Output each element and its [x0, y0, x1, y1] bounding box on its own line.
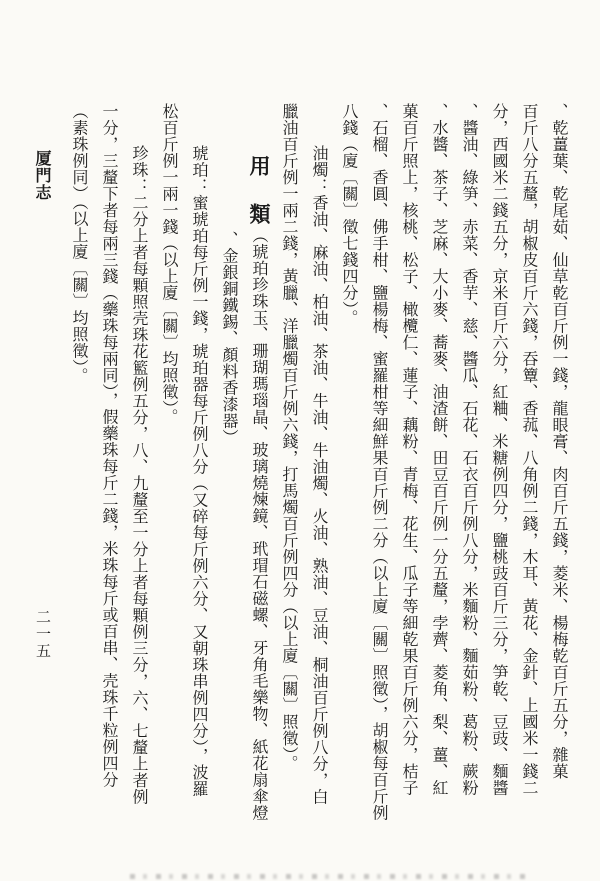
text-column: 百斤八分五釐，胡椒皮百斤六錢，吞簟、香菰、八角例二錢，木耳、黃花、金針、上國米一錢二	[520, 103, 539, 796]
book-title: 厦門志	[33, 150, 52, 201]
text-column: 、乾薑葉、乾尾茹、仙草乾百斤例一錢，龍眼膏、肉百斤五錢，菱米、楊梅乾百斤五分，雜菓	[550, 103, 569, 780]
text-column: 菓百斤照上，核桃、松子、橄欖仁、蓮子、藕粉、青梅、花生、瓜子等細乾果百斤例六分，桔子	[400, 103, 419, 796]
text-column: （素珠例同）（以上廈〔關〕均照徵）。	[70, 103, 89, 384]
text-column: 松百斤例一兩一錢（以上廈〔關〕均照徵）。	[160, 103, 179, 425]
text-column: 、石榴、香圓、佛手柑、鹽楊梅、蜜羅柑等細鮮果百斤例二分（以上廈〔關〕照徵），胡椒每百斤例	[370, 103, 389, 821]
text-column: 、水醬、茶子、芝麻、大小麥、蕎麥、油渣餅、田豆百斤例一分五釐，孛薺、菱角、梨、薑、紅	[430, 103, 449, 796]
text-column-oil-candles: 油燭：香油、麻油、柏油、茶油、牛油、牛油燭、火油、熟油、豆油、桐油百斤例八分，白	[310, 145, 329, 805]
text-column: 八錢（廈〔關〕徵七錢四分）。	[340, 103, 359, 326]
section-annotation: （琥珀珍珠玉、珊瑚瑪瑙晶、玻璃燒煉鏡、玳瑁石磁螺、牙角毛樂物、紙花扇傘燈	[250, 227, 269, 821]
page-number: 二一五	[34, 609, 52, 660]
text-column: 分，西國米二錢五分，京米百斤六分，紅粬、米糖例四分，鹽桃豉百斤三分，笋乾、豆豉、麵醬	[490, 103, 509, 796]
section-annotation-continued: 、金銀銅鐵錫、顏料香漆器）	[220, 231, 239, 446]
bottom-bleed-artifact	[130, 874, 530, 879]
text-column: 、醬油、綠笋、赤菜、香芋、慈、醬瓜、石花、石衣百斤例八分，米麵粉、麵茹粉、葛粉、蕨粉	[460, 103, 479, 796]
text-block	[64, 103, 574, 825]
section-heading-column	[244, 103, 274, 825]
section-title: 用 類	[247, 155, 272, 227]
text-column-amber: 琥珀：蜜琥珀每斤例一錢，琥珀器每斤例八分（又碎每斤例六分、又朝珠串例四分），波羅	[190, 145, 209, 797]
text-column-pearls: 珍珠：二分上者每顆照壳珠花籃例五分，八、九釐至一分上者每顆例三分，六、七釐上者例	[130, 145, 149, 805]
text-column: 臘油百斤例一兩二錢，黃臘、洋臘燭百斤例六錢，打馬燭百斤例四分（以上廈〔關〕照徵）。	[280, 103, 299, 772]
text-column: 一分，三釐下者每兩三錢（藥珠每兩同），假藥珠每斤二錢，米珠每斤或百串、壳珠千粒例四分	[100, 103, 119, 788]
